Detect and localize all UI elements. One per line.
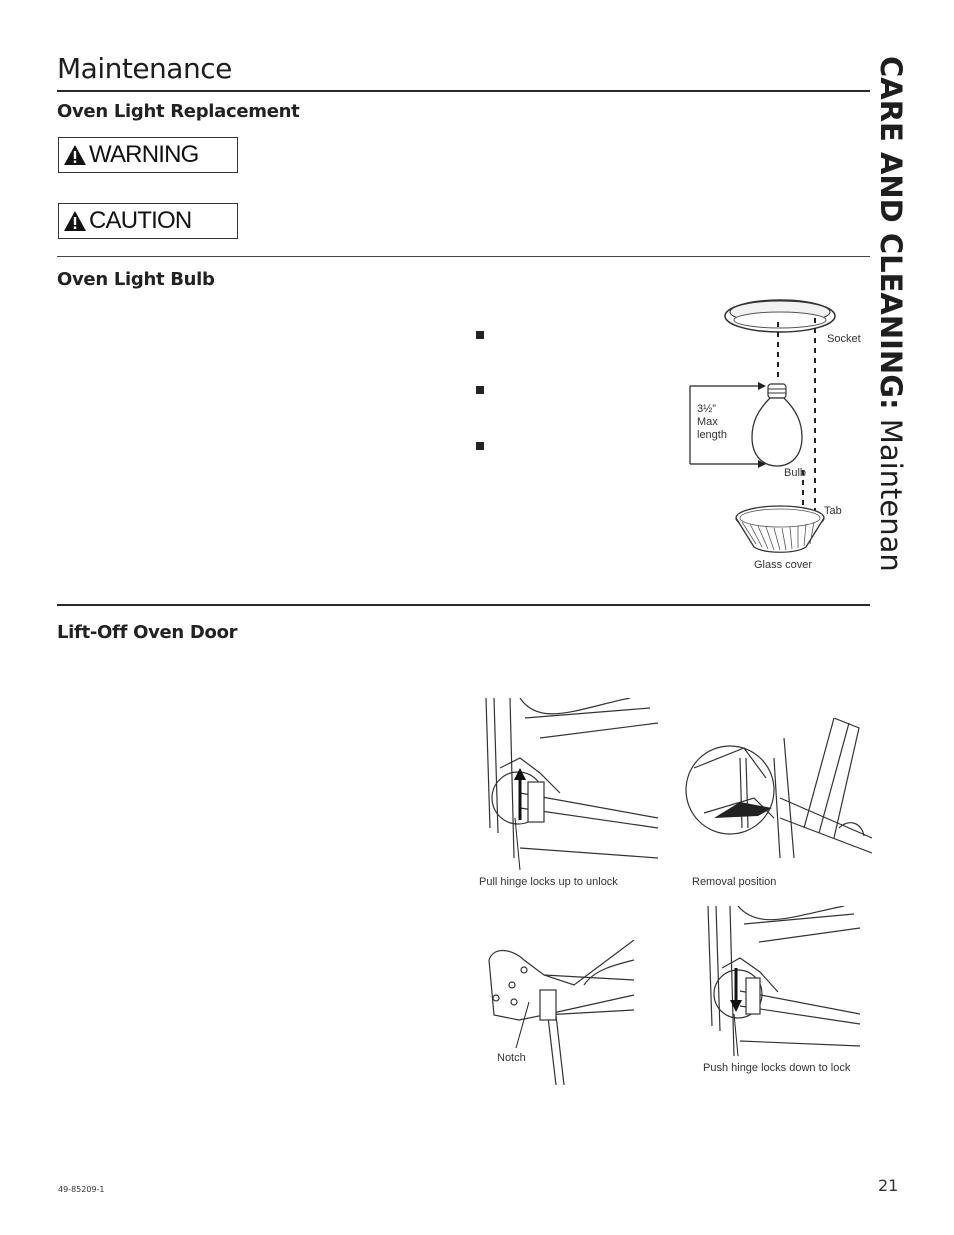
page-number: 21 — [878, 1176, 899, 1195]
side-title-bold: CARE AND CLEANING: — [874, 56, 908, 410]
bullet-marker — [476, 442, 484, 450]
section-lift-off-door: Lift-Off Oven Door — [57, 622, 238, 643]
warning-label: WARNING — [89, 141, 199, 168]
caution-label: CAUTION — [89, 207, 192, 234]
section-oven-light-bulb: Oven Light Bulb — [57, 269, 215, 290]
section-divider — [57, 604, 870, 606]
caution-triangle-icon — [63, 210, 87, 232]
door-removal-illustration — [684, 718, 872, 858]
title-rule — [57, 90, 870, 92]
side-title-light: Maintenance — [874, 409, 908, 572]
max-length-label: 3½” Max length — [697, 403, 727, 441]
figure-caption: Push hinge locks down to lock — [703, 1062, 851, 1074]
hinge-unlock-illustration — [480, 698, 660, 870]
section-divider — [57, 256, 870, 257]
tab-label: Tab — [824, 505, 842, 517]
figure-caption: Removal position — [692, 876, 777, 888]
socket-label: Socket — [827, 333, 861, 345]
glass-cover-label: Glass cover — [754, 559, 813, 571]
warning-triangle-icon — [63, 144, 87, 166]
figure-caption: Pull hinge locks up to unlock — [479, 876, 618, 888]
document-number: 49-85209-1 — [58, 1185, 105, 1194]
bullet-marker — [476, 386, 484, 394]
bullet-marker — [476, 331, 484, 339]
notch-label: Notch — [497, 1052, 526, 1064]
hinge-lock-illustration — [704, 906, 860, 1056]
side-section-title — [863, 52, 925, 572]
page-title: Maintenance — [57, 52, 232, 85]
section-oven-light-replacement: Oven Light Replacement — [57, 101, 300, 122]
caution-box — [58, 203, 238, 239]
bulb-label: Bulb — [784, 467, 807, 479]
hinge-notch-illustration — [484, 940, 644, 1088]
warning-box — [58, 137, 238, 173]
svg-text:CARE AND CLEANING: Maintenance — [874, 56, 908, 572]
